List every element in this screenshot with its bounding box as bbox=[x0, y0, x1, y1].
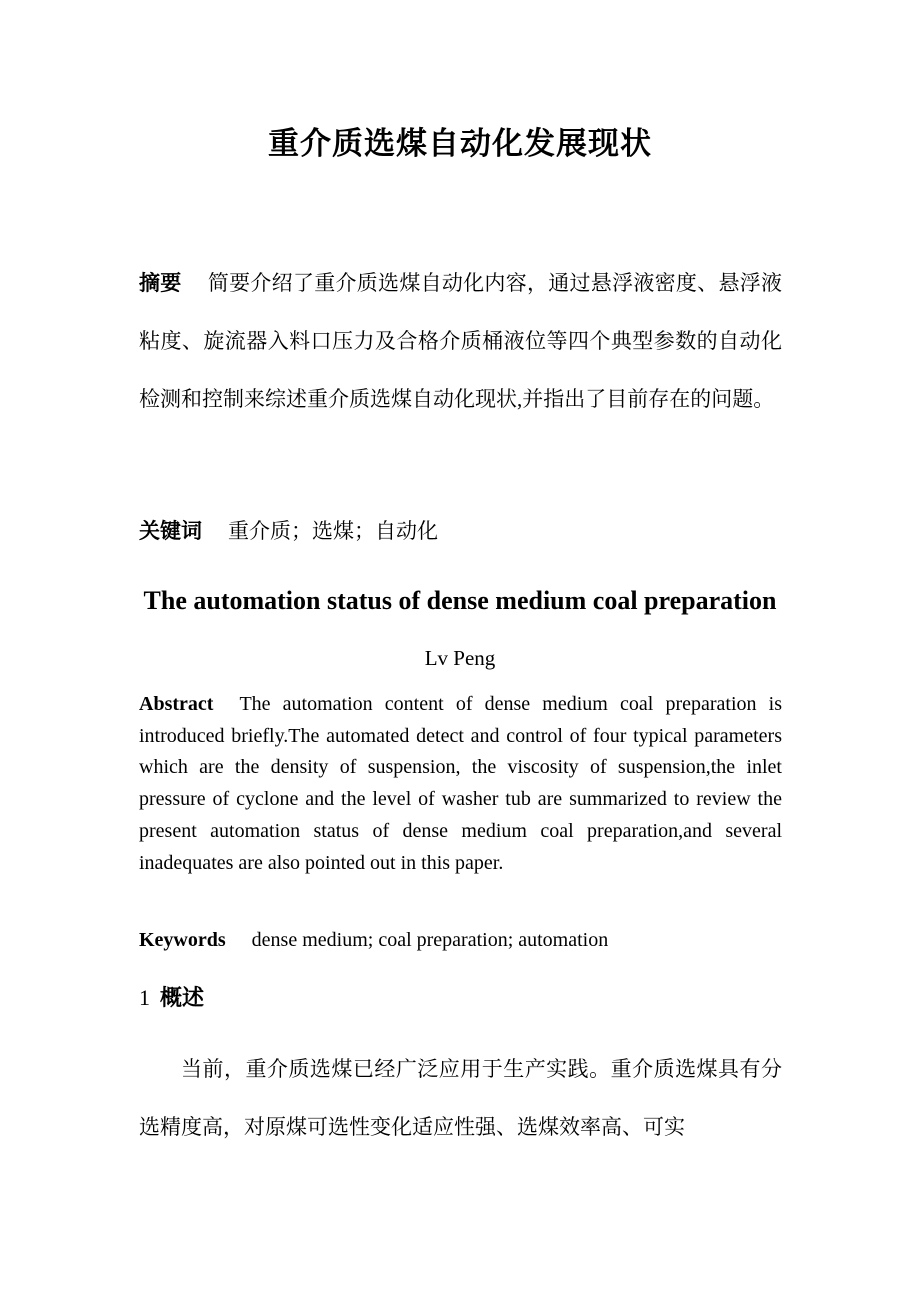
abstract-en-text: The automation content of dense medium coal preparation is introduced briefly.The automated detect and control of four typical parameters which are the density of suspension, the viscosity of suspension,the inlet pressure of cyclone and the level of washer tub are summarized to review the present automation status of dense medium coal preparation,and several inadequates are also pointed out in this paper. bbox=[139, 693, 782, 874]
keywords-cn-label: 关键词 bbox=[139, 519, 202, 543]
keywords-cn bbox=[139, 513, 438, 549]
keywords-en bbox=[139, 924, 608, 956]
author-name: Lv Peng bbox=[424, 646, 496, 670]
paper-title-en: The automation status of dense medium coal preparation bbox=[143, 586, 777, 615]
abstract-en-label: Abstract bbox=[139, 693, 214, 715]
abstract-cn-label: 摘要 bbox=[139, 271, 182, 295]
abstract-cn-text: 简要介绍了重介质选煤自动化内容，通过悬浮液密度、悬浮液粘度、旋流器入料口压力及合格介质桶液位等四个典型参数的自动化检测和控制来综述重介质选煤自动化现状,并指出了目前存在的问题。 bbox=[139, 271, 783, 411]
section-title: 概述 bbox=[160, 985, 205, 1010]
keywords-en-label: Keywords bbox=[139, 929, 226, 951]
abstract-en bbox=[139, 689, 782, 879]
section-heading bbox=[139, 981, 204, 1015]
abstract-cn bbox=[139, 254, 782, 428]
paper-title-cn: 重介质选煤自动化发展现状 bbox=[268, 126, 652, 161]
section-number: 1 bbox=[139, 985, 150, 1010]
body-paragraph: 当前，重介质选煤已经广泛应用于生产实践。重介质选煤具有分选精度高，对原煤可选性变化适应性强、选煤效率高、可实 bbox=[139, 1057, 782, 1139]
keywords-cn-text: 重介质；选煤；自动化 bbox=[228, 519, 438, 543]
keywords-en-text: dense medium; coal preparation; automation bbox=[251, 929, 609, 951]
